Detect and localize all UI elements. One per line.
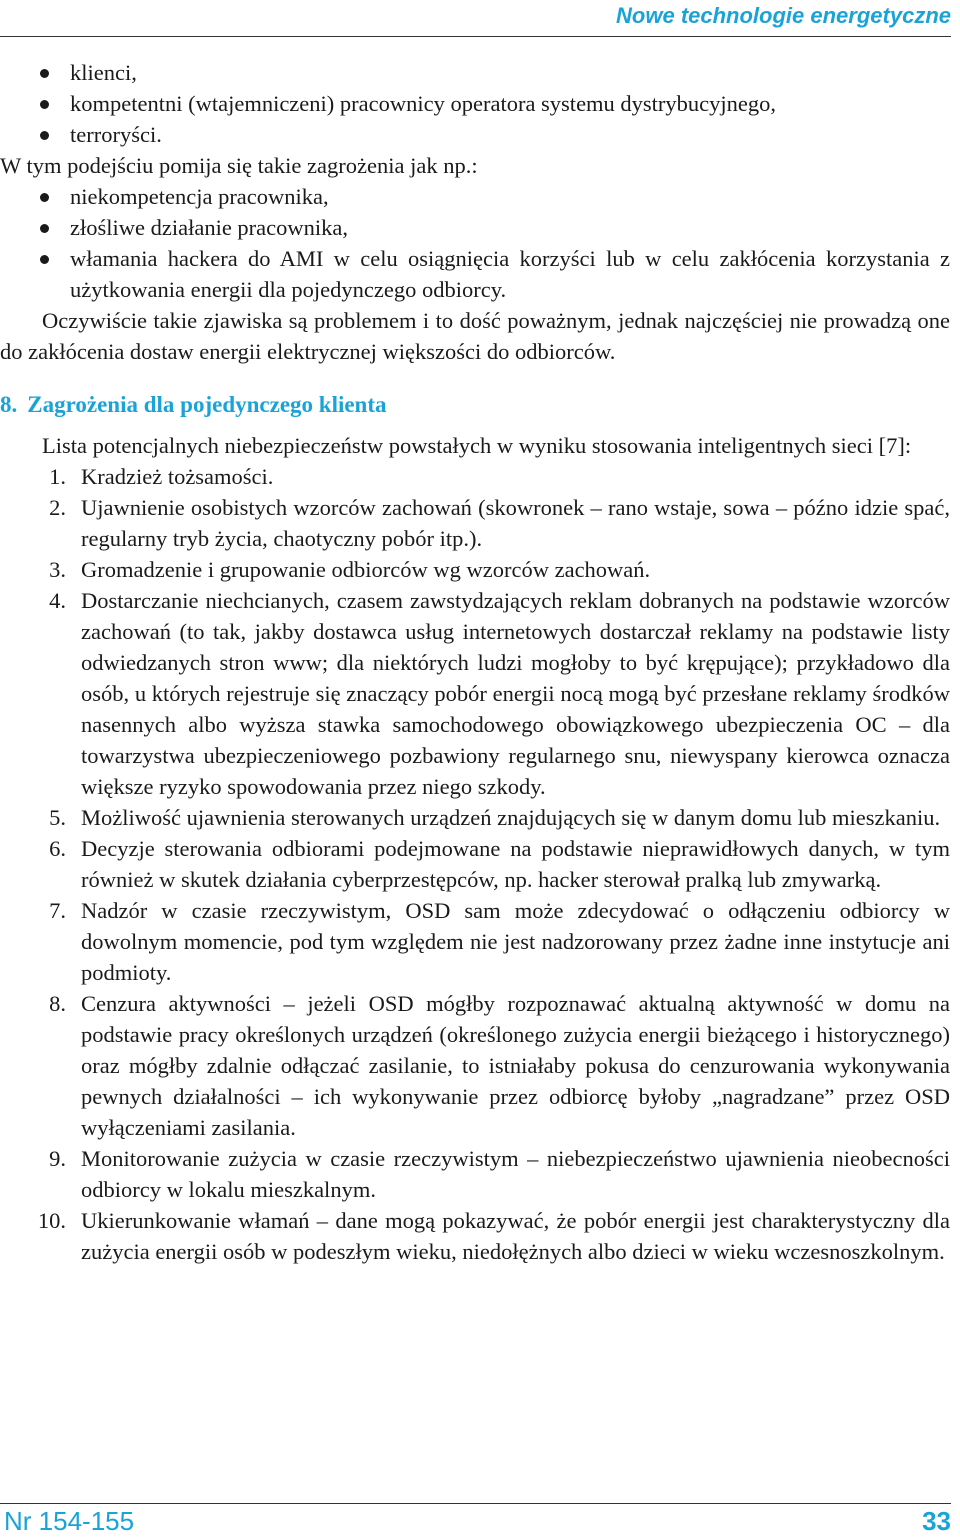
item-text: Możliwość ujawnienia sterowanych urządzeń znajdujących się w danym domu lub mieszkaniu. <box>81 805 941 830</box>
item-number: 6. <box>49 836 66 861</box>
item-number: 10. <box>37 1208 66 1233</box>
list-item: klienci, <box>0 57 950 88</box>
body-paragraph: Oczywiście takie zjawiska są problemem i to dość poważnym, jednak najczęściej nie prowadzą one do zakłócenia dostaw energii elektrycznej większości do odbiorców. <box>0 308 950 364</box>
threat-actors-list <box>0 57 950 150</box>
numbered-item <box>0 461 950 492</box>
item-number: 2. <box>49 495 66 520</box>
item-text: Ukierunkowanie włamań – dane mogą pokazywać, że pobór energii jest charakterystyczny dla zużycia energii osób w podeszłym wieku, niedołężnych albo dzieci w wieku wczesnoszkolnym. <box>81 1208 950 1264</box>
item-text: Gromadzenie i grupowanie odbiorców wg wzorców zachowań. <box>81 557 651 582</box>
list-item: terroryści. <box>0 119 950 150</box>
item-number: 8. <box>49 991 66 1016</box>
numbered-item <box>0 492 950 554</box>
list-item: niekompetencja pracownika, <box>0 181 950 212</box>
running-header-title: Nowe technologie energetyczne <box>616 3 951 28</box>
item-text: Ujawnienie osobistych wzorców zachowań (skowronek – rano wstaje, sowa – późno idzie spać, regularny tryb życia, chaotyczny pobór itp.). <box>81 495 950 551</box>
numbered-threats-list <box>0 461 950 1267</box>
numbered-item <box>0 585 950 802</box>
omitted-threats-list <box>0 181 950 305</box>
item-text: Monitorowanie zużycia w czasie rzeczywistym – niebezpieczeństwo ujawnienia nieobecności odbiorcy w lokalu mieszkalnym. <box>81 1146 950 1202</box>
numbered-item <box>0 1143 950 1205</box>
item-text: Cenzura aktywności – jeżeli OSD mógłby rozpoznawać aktualną aktywność w domu na podstawie pracy określonych urządzeń (określonego zużycia energii bieżącego i historycznego) oraz mógłby zdalnie odłączać zasilanie, to istniałaby pokusa do cenzurowania wykonywania pewnych działalności – ich wykonywanie przez odbiorcę byłoby „nagradzane” przez OSD wyłączeniami zasilania. <box>81 991 950 1140</box>
item-number: 7. <box>49 898 66 923</box>
list-item: złośliwe działanie pracownika, <box>0 212 950 243</box>
numbered-item <box>0 988 950 1143</box>
item-text: Dostarczanie niechcianych, czasem zawstydzających reklam dobranych na podstawie wzorców zachowań (to tak, jakby dostawca usług internetowych dostarczał reklamy na podstawie listy odwiedzanych stron www; dla niektórych ludzi mogłoby to być krępujące); przykładowo dla osób, u których rejestruje się znaczący pobór energii nocą mogą być przesłane reklamy środków nasennych albo wyższa stawka samochodowego obowiązkowego ubezpieczenia OC – dla towarzystwa ubezpieczeniowego pozbawiony regularnego snu, niewyspany kierowca oznacza większe ryzyko spowodowania przez niego szkody. <box>81 588 950 799</box>
item-number: 9. <box>49 1146 66 1171</box>
list-item: kompetentni (wtajemniczeni) pracownicy operatora systemu dystrybucyjnego, <box>0 88 950 119</box>
item-text: Nadzór w czasie rzeczywistym, OSD sam może zdecydować o odłączeniu odbiorcy w dowolnym momencie, pod tym względem nie jest nadzorowany przez żadne inne instytucje ani podmioty. <box>81 898 950 985</box>
lead-sentence: W tym podejściu pomija się takie zagrożenia jak np.: <box>0 153 478 178</box>
issue-number: Nr 154-155 <box>4 1506 135 1536</box>
numbered-item <box>0 833 950 895</box>
section-title: Zagrożenia dla pojedynczego klienta <box>27 392 387 417</box>
item-number: 1. <box>49 464 66 489</box>
section-heading <box>0 389 950 420</box>
page-content <box>0 57 950 1267</box>
item-text: Decyzje sterowania odbiorami podejmowane na podstawie nieprawidłowych danych, w tym również w skutek działania cyberprzestępców, np. hacker sterował pralką lub zmywarką. <box>81 836 950 892</box>
item-number: 5. <box>49 805 66 830</box>
numbered-item <box>0 802 950 833</box>
numbered-item <box>0 895 950 988</box>
list-item: włamania hackera do AMI w celu osiągnięcia korzyści lub w celu zakłócenia korzystania z użytkowania energii dla pojedynczego odbiorcy. <box>0 243 950 305</box>
footer-divider <box>0 1503 951 1504</box>
numbered-item <box>0 554 950 585</box>
page-number: 33 <box>922 1506 951 1536</box>
item-text: Kradzież tożsamości. <box>81 464 274 489</box>
header-divider <box>0 36 951 37</box>
section-number: 8. <box>0 392 18 417</box>
section-intro: Lista potencjalnych niebezpieczeństw powstałych w wyniku stosowania inteligentnych sieci [7]: <box>42 433 912 458</box>
numbered-item <box>0 1205 950 1267</box>
item-number: 3. <box>49 557 66 582</box>
item-number: 4. <box>49 588 66 613</box>
